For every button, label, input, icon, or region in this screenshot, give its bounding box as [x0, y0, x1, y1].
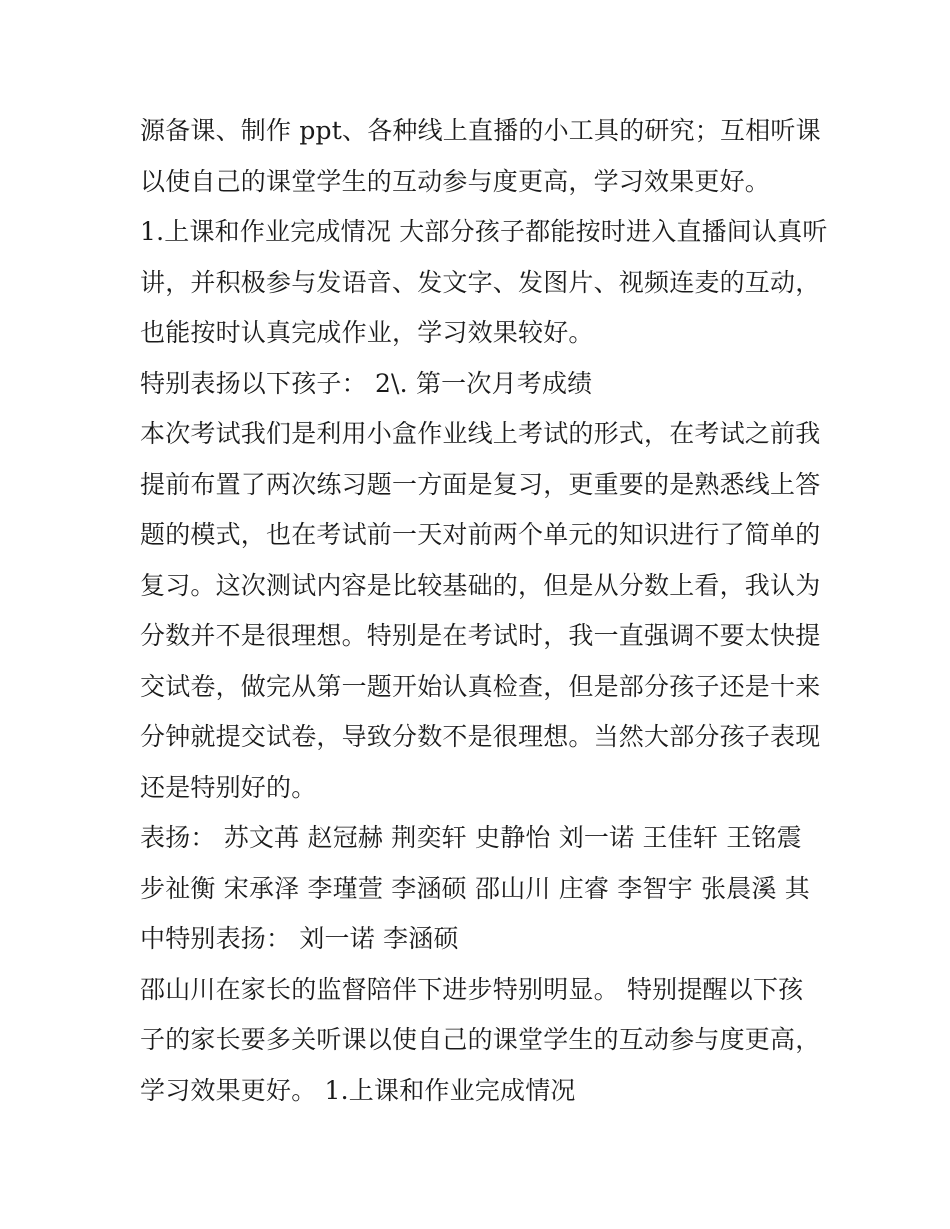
- text-line: 1.上课和作业完成情况 大部分孩子都能按时进入直播间认真听: [140, 217, 828, 246]
- text-line: 还是特别好的。: [140, 772, 317, 802]
- text-line: 步祉衡 宋承泽 李瑾萱 李涵硕 邵山川 庄睿 李智宇 张晨溪 其: [140, 873, 810, 903]
- text-line: 表扬： 苏文苒 赵冠赫 荆奕轩 史静怡 刘一诺 王佳轩 王铭震: [140, 823, 802, 852]
- text-line: 也能按时认真完成作业，学习效果较好。: [140, 318, 594, 347]
- text-line: 讲，并积极参与发语音、发文字、发图片、视频连麦的互动，: [140, 267, 821, 297]
- text-line: 交试卷，做完从第一题开始认真检查，但是部分孩子还是十来: [140, 671, 821, 701]
- text-line: 提前布置了两次练习题一方面是复习，更重要的是熟悉线上答: [140, 469, 821, 499]
- text-line: 复习。这次测试内容是比较基础的，但是从分数上看，我认为: [140, 570, 821, 600]
- text-line: 本次考试我们是利用小盒作业线上考试的形式，在考试之前我: [140, 419, 821, 448]
- text-line: 邵山川在家长的监督陪伴下进步特别明显。 特别提醒以下孩: [140, 974, 804, 1004]
- text-line: 特别表扬以下孩子： 2\. 第一次月考成绩: [140, 368, 593, 398]
- text-line: 以使自己的课堂学生的互动参与度更高，学习效果更好。: [140, 166, 771, 196]
- body-text: [140, 106, 828, 1116]
- text-line: 子的家长要多关听课以使自己的课堂学生的互动参与度更高，: [140, 1025, 821, 1054]
- text-line: 分钟就提交试卷，导致分数不是很理想。当然大部分孩子表现: [140, 722, 821, 751]
- text-line: 学习效果更好。 1.上课和作业完成情况: [140, 1075, 576, 1105]
- text-line: 题的模式，也在考试前一天对前两个单元的知识进行了简单的: [140, 520, 821, 549]
- text-line: 源备课、制作 ppt、各种线上直播的小工具的研究；互相听课: [140, 116, 821, 145]
- text-line: 分数并不是很理想。特别是在考试时，我一直强调不要太快提: [140, 621, 821, 650]
- text-line: 中特别表扬： 刘一诺 李涵硕: [140, 924, 459, 953]
